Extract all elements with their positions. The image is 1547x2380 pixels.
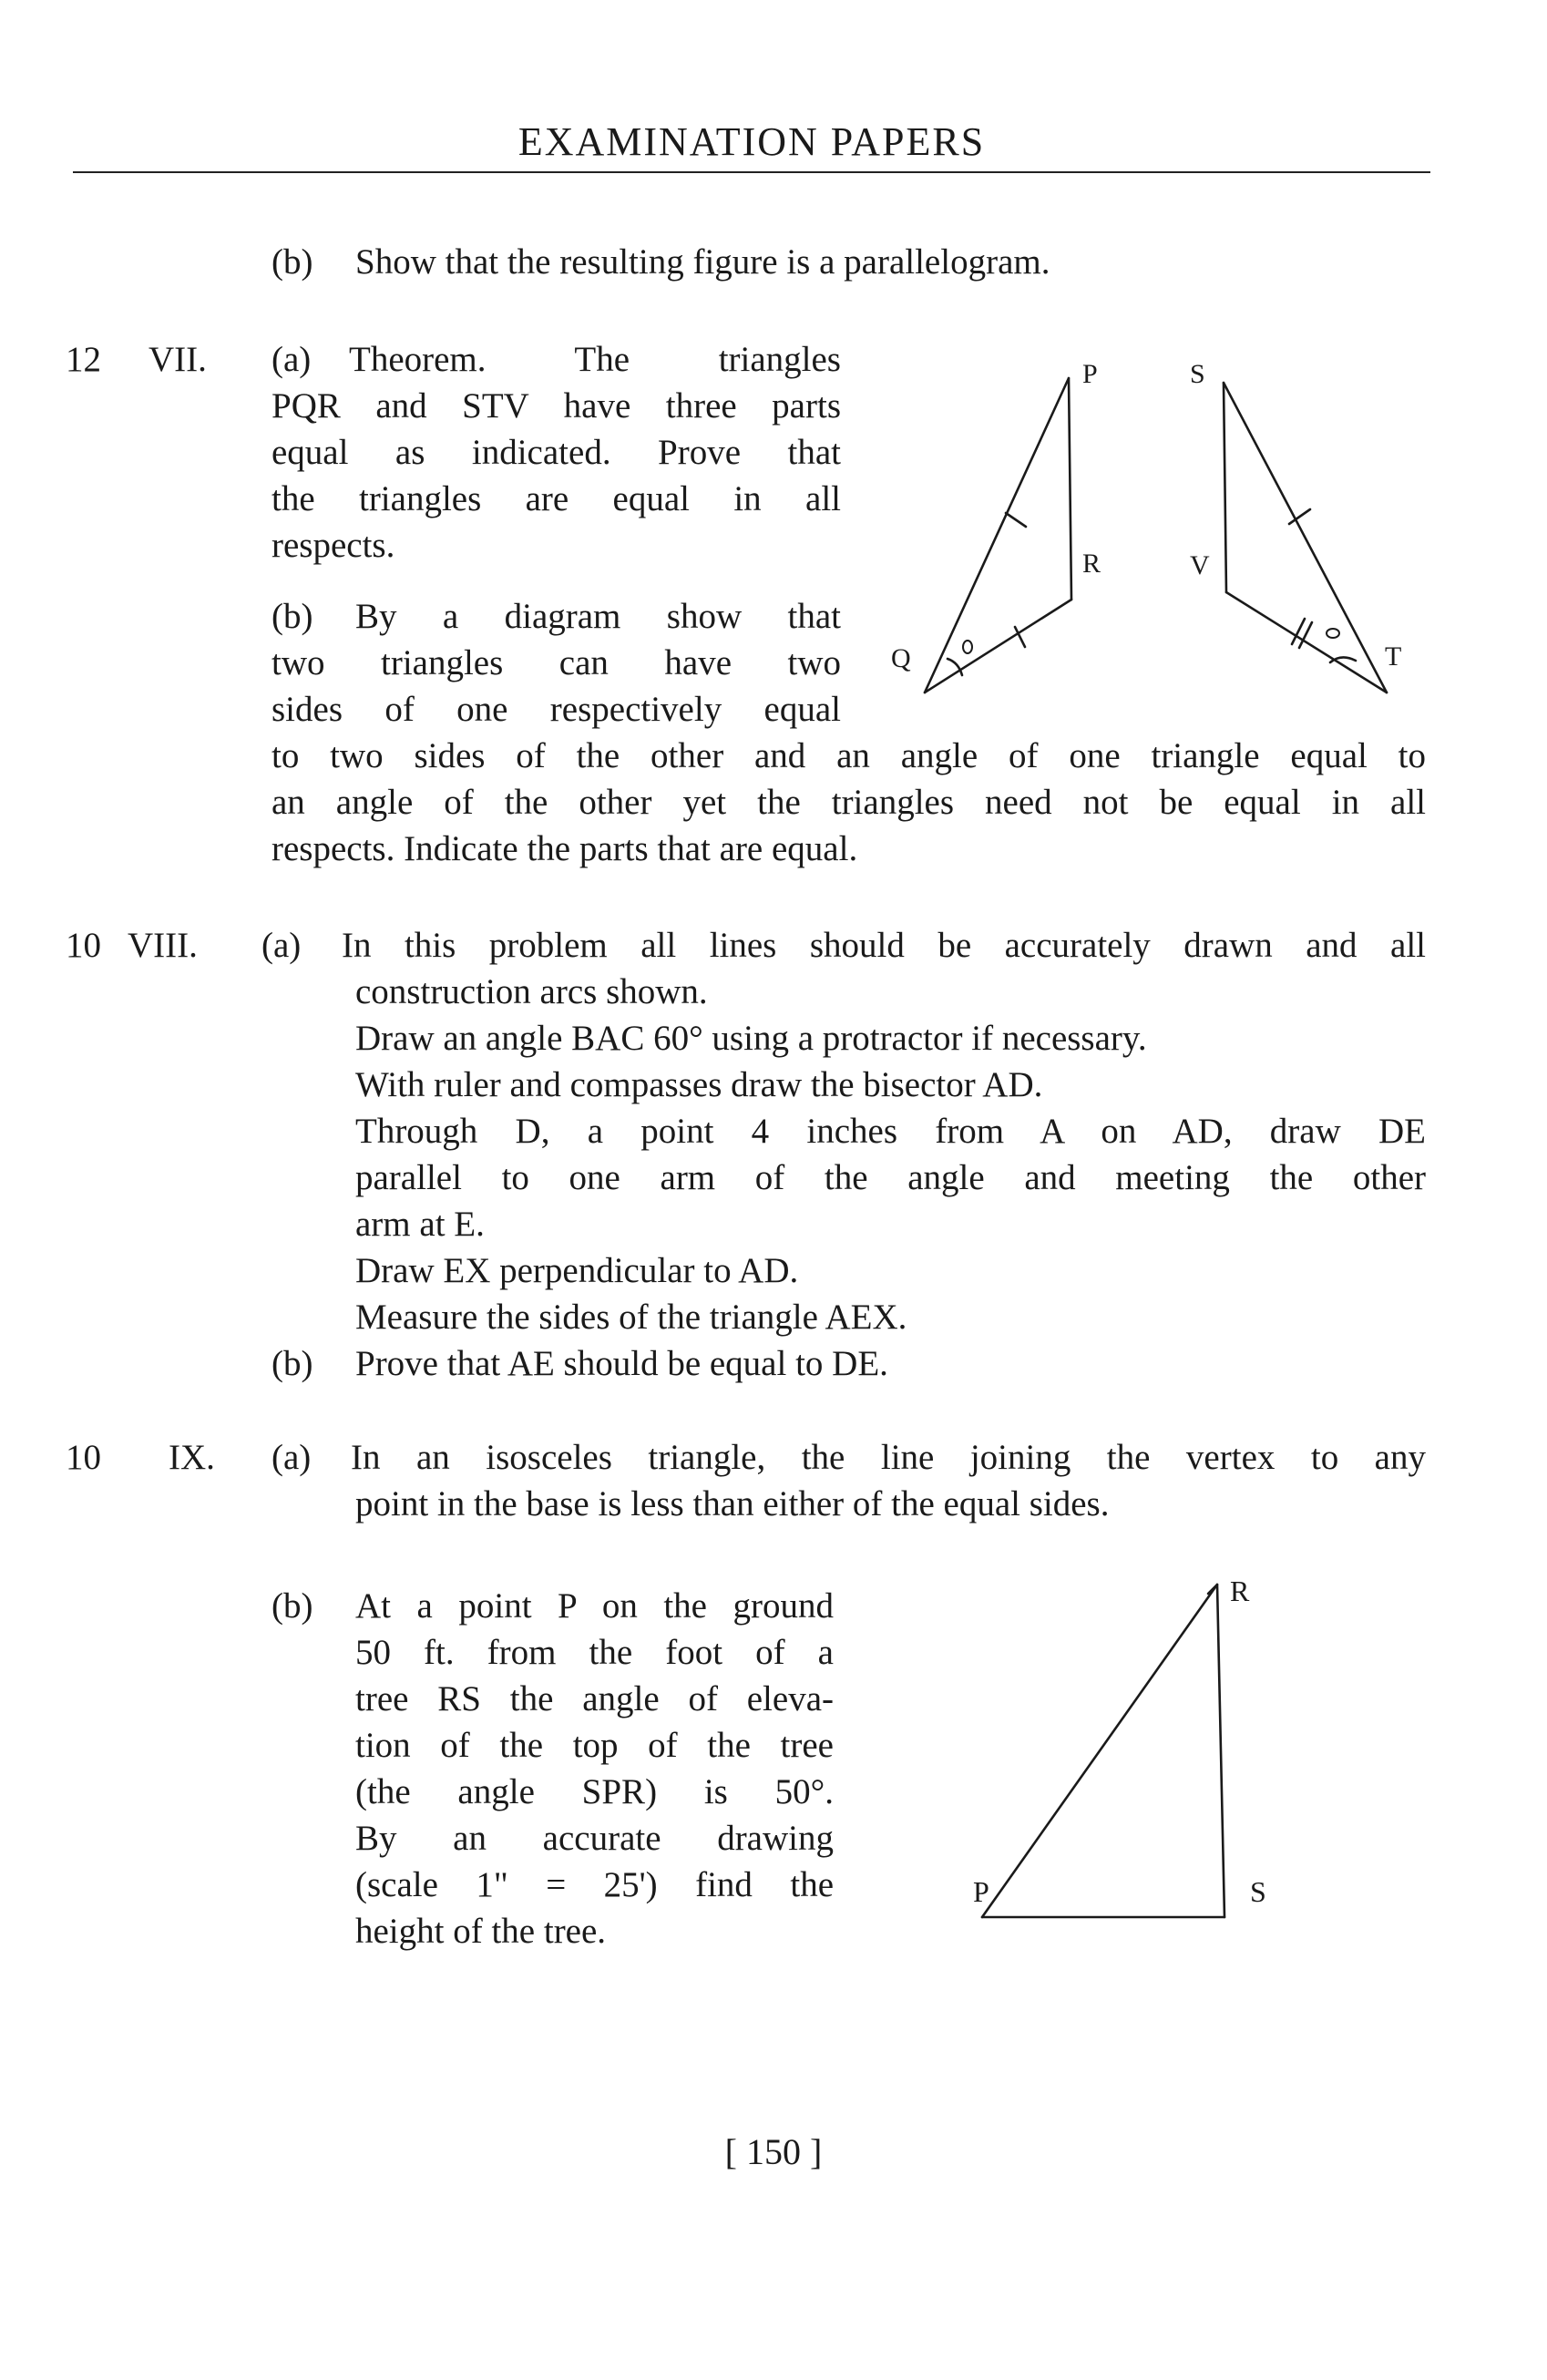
q8a-line-9: Measure the sides of the triangle AEX. [355,1298,907,1337]
label-v: V [1190,550,1210,580]
q9b-line-7: (scale 1" = 25') find the [355,1865,834,1904]
q7a-label: (a) [271,340,312,379]
q7a-line-3: equal as indicated. Prove that [271,433,841,472]
q8b-label: (b) [271,1344,313,1383]
q9a-label: (a) [271,1438,312,1477]
q8a-line-1: In this problem all lines should be accurately drawn and all [342,926,1426,965]
sight-line-pr [982,1585,1217,1917]
label-r: R [1082,549,1101,579]
q7b-label: (b) [271,597,313,636]
angle-arc-t [1330,657,1356,662]
q9b-line-8: height of the tree. [355,1912,607,1951]
label-q: Q [891,643,911,673]
q7b-line-1: By a diagram show that [355,597,841,636]
q7-marks: 12 [66,340,101,379]
label-r: R [1230,1575,1250,1607]
tree-elevation-diagram [929,1563,1312,1945]
q9b-line-2: 50 ft. from the foot of a [355,1633,834,1672]
q9b-label: (b) [271,1586,313,1626]
label-t: T [1385,641,1402,672]
label-s: S [1190,359,1205,389]
q8a-line-4: With ruler and compasses draw the bisector AD. [355,1065,1043,1104]
q7b-line-3: sides of one respectively equal [271,690,841,729]
side-pq [925,378,1069,692]
page-number: [ 150 ] [724,2131,823,2172]
q6b-label: (b) [271,242,313,282]
q8a-line-5: Through D, a point 4 inches from A on AD, draw DE [355,1112,1426,1151]
q9b-line-5: (the angle SPR) is 50°. [355,1772,834,1811]
angle-mark-t [1327,629,1339,638]
q7-number: VII. [149,340,207,379]
q9b-line-3: tree RS the angle of eleva- [355,1679,834,1718]
q7b-line-6: respects. Indicate the parts that are equal. [271,829,858,868]
header-rule [73,171,1430,173]
q7b-line-4: to two sides of the other and an angle of one triangle equal to [271,736,1426,775]
tree-rs [1217,1585,1224,1917]
q7b-line-5: an angle of the other yet the triangles need not be equal in all [271,783,1426,822]
q9b-line-1: At a point P on the ground [355,1586,834,1626]
running-head: EXAMINATION PAPERS [517,119,986,164]
q7a-line-2: PQR and STV have three parts [271,386,841,426]
tick-pq [1006,513,1026,527]
q8-marks: 10 [66,926,101,965]
q8-number: VIII. [128,926,198,965]
q8a-line-7: arm at E. [355,1205,485,1244]
q8b-text: Prove that AE should be equal to DE. [355,1344,888,1383]
q7b-line-2: two triangles can have two [271,643,841,682]
q8a-line-3: Draw an angle BAC 60° using a protractor if necessary. [355,1019,1147,1058]
side-sv [1224,383,1226,592]
q7a-line-4: the triangles are equal in all [271,479,841,518]
side-vt [1226,592,1387,692]
label-s: S [1250,1875,1266,1908]
q8a-line-6: parallel to one arm of the angle and meeting the other [355,1158,1426,1197]
label-p: P [1082,359,1098,389]
q8a-line-8: Draw EX perpendicular to AD. [355,1251,799,1290]
angle-mark-q [963,641,972,653]
q9-marks: 10 [66,1438,101,1477]
triangles-pqr-stv-diagram [875,342,1439,724]
q7a-line-1: Theorem. The triangles [349,340,841,379]
q9b-line-6: By an accurate drawing [355,1819,834,1858]
q9b-line-4: tion of the top of the tree [355,1726,834,1765]
q7a-line-5: respects. [271,526,395,565]
label-p: P [973,1875,989,1908]
side-st [1224,383,1387,692]
q6b-text: Show that the resulting figure is a parallelogram. [355,242,1050,282]
q9a-line-1: In an isosceles triangle, the line joining the vertex to any [351,1438,1426,1477]
q8a-line-2: construction arcs shown. [355,972,708,1011]
q9-number: IX. [169,1438,215,1477]
q8a-label: (a) [261,926,302,965]
side-pr [1069,378,1071,600]
q9a-line-2: point in the base is less than either of the equal sides. [355,1484,1110,1523]
